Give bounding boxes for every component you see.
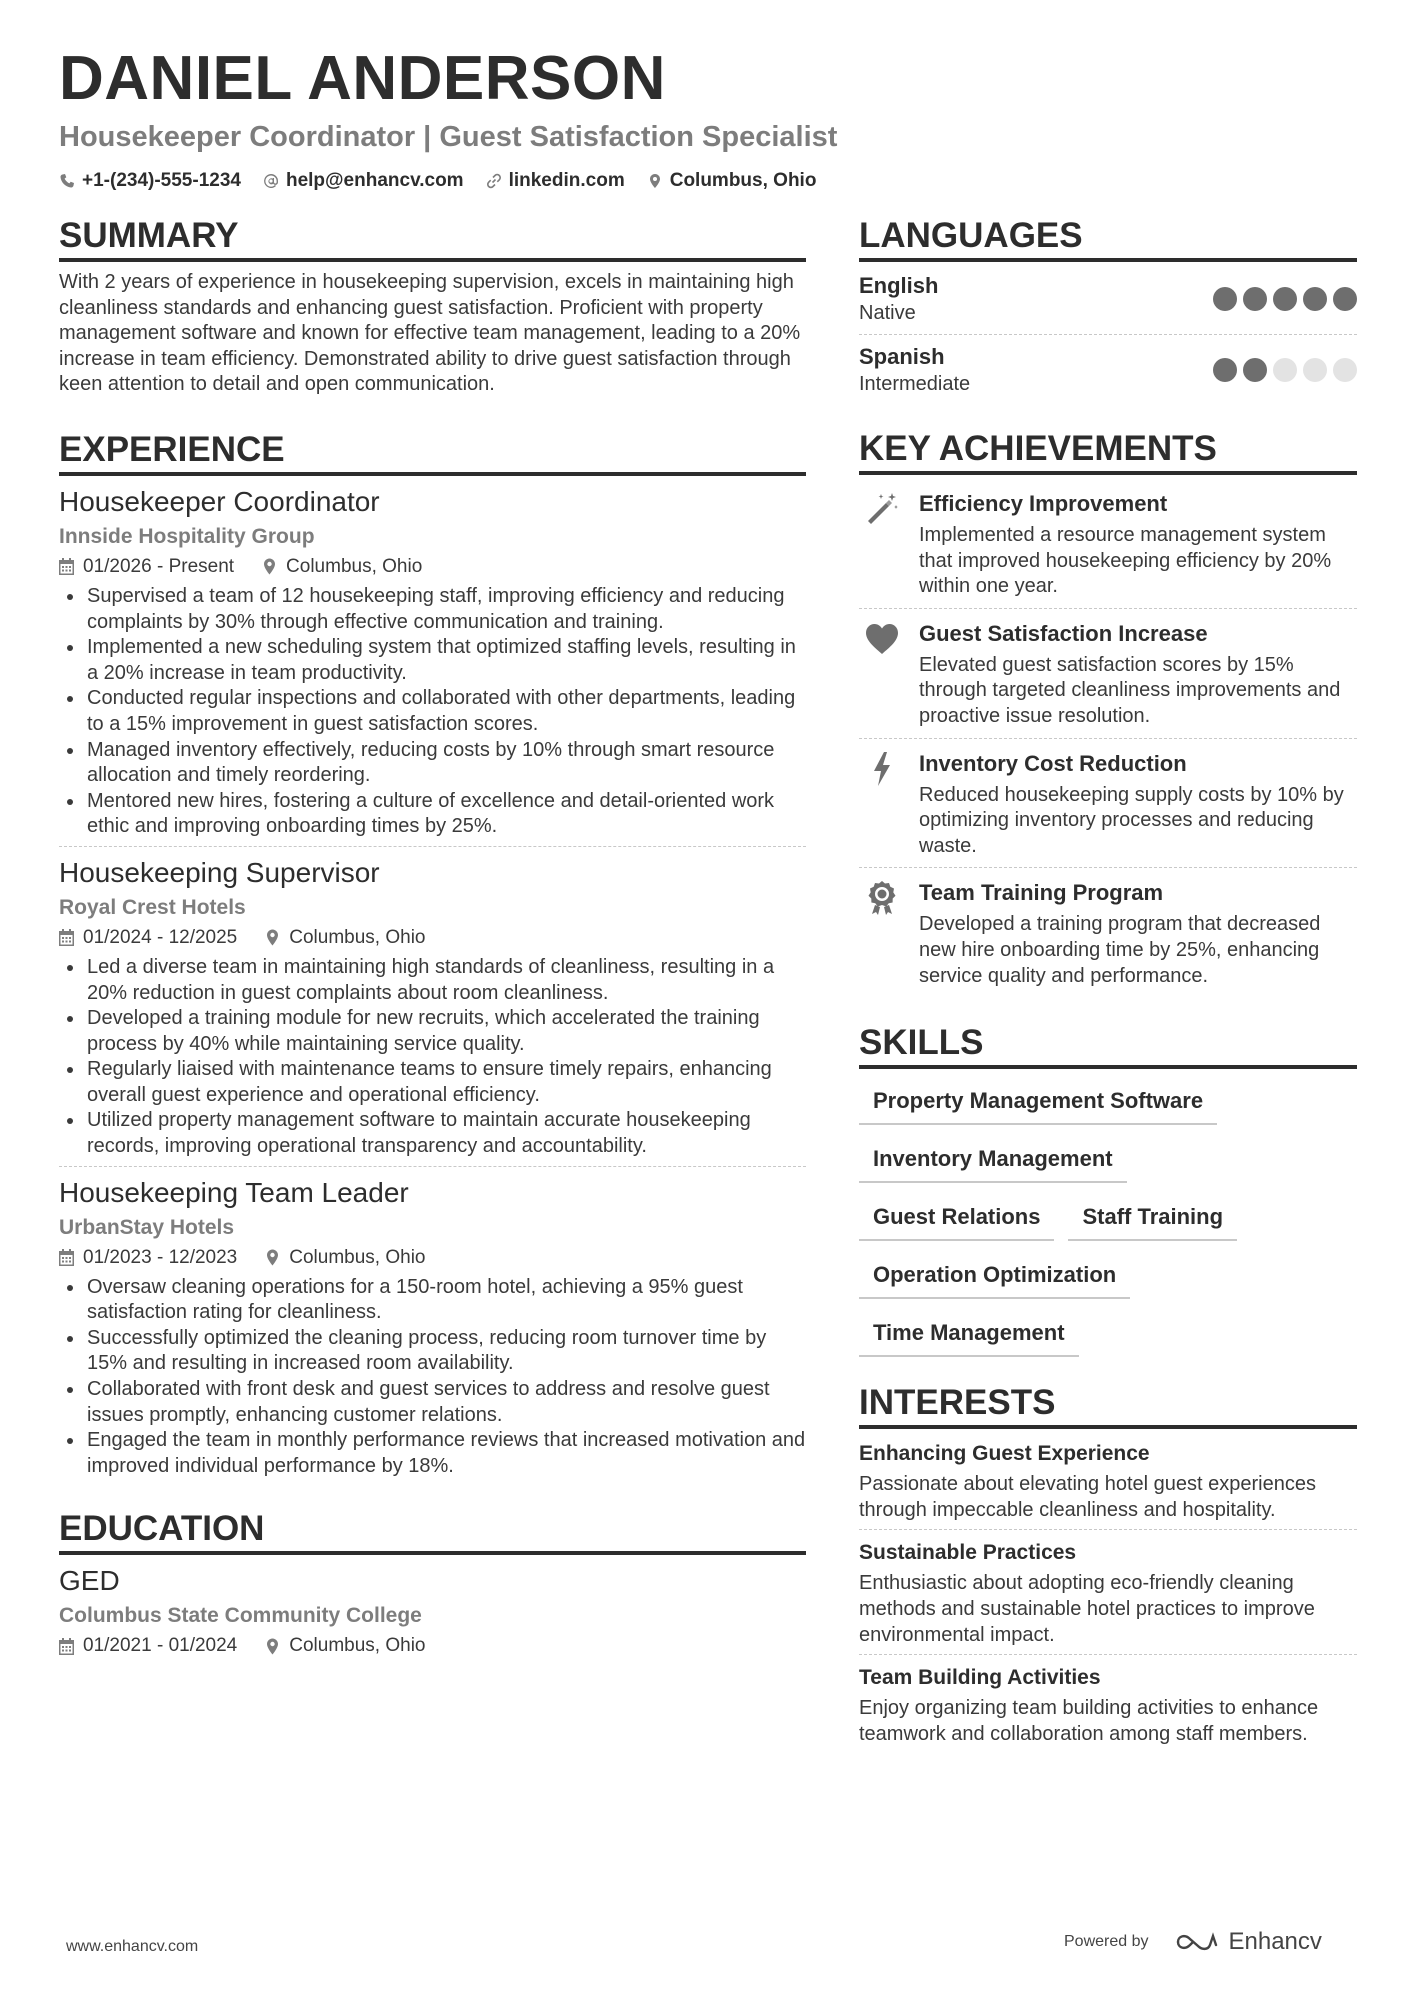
skill-tag: Staff Training xyxy=(1068,1199,1237,1241)
skills-list xyxy=(859,1077,1357,1357)
job-location-text: Columbus, Ohio xyxy=(286,555,423,577)
languages-heading: LANGUAGES xyxy=(859,214,1357,262)
rating-dot xyxy=(1273,287,1297,311)
contact-phone-text: +1-(234)-555-1234 xyxy=(82,170,241,191)
bullet-item: Successfully optimized the cleaning process, reducing room turnover time by 15% and resulting in increased room availability. xyxy=(59,1326,806,1377)
job-dates xyxy=(59,923,237,953)
interests-section xyxy=(859,1381,1357,1753)
bullet-item: Managed inventory effectively, reducing costs by 10% through smart resource allocation and timely reordering. xyxy=(59,738,806,789)
enhancv-logo-icon xyxy=(1175,1930,1221,1954)
achievement-item xyxy=(859,608,1357,738)
education-dates xyxy=(59,1631,237,1661)
contact-location xyxy=(647,170,817,192)
rating-dot xyxy=(1243,287,1267,311)
contact-bar xyxy=(59,170,1359,192)
interest-description: Enthusiastic about adopting eco-friendly cleaning methods and sustainable hotel practices to improve environmental impact. xyxy=(859,1572,1315,1646)
contact-email[interactable] xyxy=(263,170,464,192)
achievements-section xyxy=(859,427,1357,997)
right-column xyxy=(859,214,1357,1753)
contact-email-text: help@enhancv.com xyxy=(285,170,464,191)
location-icon xyxy=(262,558,277,575)
job-dates-text: 01/2026 - Present xyxy=(83,555,235,577)
interest-item xyxy=(859,1654,1357,1753)
interest-title: Team Building Activities xyxy=(859,1666,1101,1690)
company-name: Royal Crest Hotels xyxy=(59,895,246,919)
skills-heading: SKILLS xyxy=(859,1021,1357,1069)
location-icon xyxy=(265,929,280,946)
calendar-icon xyxy=(59,558,74,575)
award-ribbon-icon xyxy=(864,880,900,916)
bullet-item: Developed a training module for new recruits, which accelerated the training process by 40% while maintaining service quality. xyxy=(59,1006,806,1057)
education-section xyxy=(59,1507,806,1661)
job-meta xyxy=(59,552,806,582)
job-bullets xyxy=(59,1275,806,1480)
job-entry xyxy=(59,846,806,1166)
education-dates-text: 01/2021 - 01/2024 xyxy=(83,1635,238,1657)
rating-dot xyxy=(1213,358,1237,382)
contact-phone[interactable] xyxy=(59,170,241,192)
link-icon xyxy=(486,173,502,189)
bullet-item: Collaborated with front desk and guest services to address and resolve guest issues promptly, enhancing customer relations. xyxy=(59,1377,806,1428)
language-name: Spanish xyxy=(859,344,945,369)
job-location xyxy=(265,1243,425,1273)
rating-dot xyxy=(1213,287,1237,311)
bullet-item: Utilized property management software to maintain accurate housekeeping records, improving operational transparency and accountability. xyxy=(59,1108,806,1159)
language-rating xyxy=(1213,287,1357,311)
rating-dot xyxy=(1303,287,1327,311)
job-dates xyxy=(59,1243,237,1273)
job-location xyxy=(265,923,425,953)
rating-dot xyxy=(1243,358,1267,382)
education-location-text: Columbus, Ohio xyxy=(289,1635,426,1657)
rating-dot xyxy=(1333,287,1357,311)
brand-name: Enhancv xyxy=(1228,1928,1322,1955)
phone-icon xyxy=(59,173,75,189)
bullet-item: Mentored new hires, fostering a culture of excellence and detail-oriented work ethic and improving onboarding times by 25%. xyxy=(59,789,806,840)
calendar-icon xyxy=(59,1638,74,1655)
contact-linkedin-text: linkedin.com xyxy=(508,170,625,191)
interest-item xyxy=(859,1437,1357,1529)
interest-title: Enhancing Guest Experience xyxy=(859,1442,1150,1466)
language-item xyxy=(859,334,1357,405)
experience-heading: EXPERIENCE xyxy=(59,428,806,476)
summary-text: With 2 years of experience in housekeeping supervision, excels in maintaining high cleanliness standards and enhancing guest satisfaction. Proficient with property management software and known for effective team management, leading to a 20% increase in team efficiency. Demonstrated ability to drive guest satisfaction through keen attention to detail and open communication. xyxy=(59,271,801,396)
left-column xyxy=(59,214,806,1661)
bullet-item: Supervised a team of 12 housekeeping staff, improving efficiency and reducing complaints by 30% through effective communication and training. xyxy=(59,584,806,635)
experience-section xyxy=(59,428,806,1485)
at-icon xyxy=(263,173,279,189)
contact-location-text: Columbus, Ohio xyxy=(669,170,817,191)
interest-title: Sustainable Practices xyxy=(859,1541,1077,1565)
job-entry xyxy=(59,484,806,846)
achievement-description: Reduced housekeeping supply costs by 10% by optimizing inventory processes and reducing waste. xyxy=(919,783,1344,857)
candidate-title: Housekeeper Coordinator | Guest Satisfaction Specialist xyxy=(59,121,838,153)
interest-description: Enjoy organizing team building activities to enhance teamwork and collaboration among staff members. xyxy=(859,1697,1319,1745)
powered-by-label: Powered by xyxy=(1064,1933,1149,1950)
language-level: Native xyxy=(859,302,916,324)
job-dates-text: 01/2023 - 12/2023 xyxy=(83,1246,238,1268)
calendar-icon xyxy=(59,1249,74,1266)
contact-linkedin[interactable] xyxy=(486,170,625,192)
education-location xyxy=(265,1631,425,1661)
degree: GED xyxy=(59,1565,120,1597)
job-meta xyxy=(59,1243,806,1273)
job-bullets xyxy=(59,955,806,1160)
achievement-title: Guest Satisfaction Increase xyxy=(919,620,1208,646)
bullet-item: Oversaw cleaning operations for a 150-room hotel, achieving a 95% guest satisfaction rating for cleanliness. xyxy=(59,1275,806,1326)
bullet-item: Led a diverse team in maintaining high standards of cleanliness, resulting in a 20% reduction in guest complaints about room cleanliness. xyxy=(59,955,806,1006)
education-meta xyxy=(59,1631,806,1661)
skill-tag: Operation Optimization xyxy=(859,1257,1130,1299)
skill-tag: Time Management xyxy=(859,1315,1079,1357)
achievement-title: Efficiency Improvement xyxy=(919,491,1168,516)
interest-description: Passionate about elevating hotel guest experiences through impeccable cleanliness and hospitality. xyxy=(859,1473,1316,1521)
achievement-title: Inventory Cost Reduction xyxy=(919,750,1187,776)
languages-section xyxy=(859,214,1357,405)
resume-header xyxy=(59,44,1359,192)
school-name: Columbus State Community College xyxy=(59,1604,422,1628)
interests-heading: INTERESTS xyxy=(859,1381,1357,1429)
bullet-item: Engaged the team in monthly performance reviews that increased motivation and improved individual performance by 18%. xyxy=(59,1428,806,1479)
brand-logo[interactable] xyxy=(1175,1928,1322,1956)
rating-dot xyxy=(1303,358,1327,382)
skills-section xyxy=(859,1021,1357,1357)
lightning-icon xyxy=(864,751,900,787)
achievement-description: Implemented a resource management system that improved housekeeping efficiency by 20% within one year. xyxy=(919,524,1332,598)
job-location-text: Columbus, Ohio xyxy=(289,926,426,948)
language-name: English xyxy=(859,273,939,298)
rating-dot xyxy=(1333,358,1357,382)
job-location-text: Columbus, Ohio xyxy=(289,1246,426,1268)
location-icon xyxy=(265,1638,280,1655)
skill-tag: Inventory Management xyxy=(859,1141,1127,1183)
language-rating xyxy=(1213,358,1357,382)
location-icon xyxy=(647,173,663,189)
location-icon xyxy=(265,1249,280,1266)
footer-branding xyxy=(1064,1928,1322,1956)
footer-website[interactable]: www.enhancv.com xyxy=(66,1938,199,1955)
achievement-item xyxy=(859,483,1357,608)
achievement-description: Developed a training program that decreased new hire onboarding time by 25%, enhancing service quality and performance. xyxy=(919,913,1321,987)
magic-wand-icon xyxy=(864,491,900,527)
job-entry xyxy=(59,1166,806,1486)
company-name: Innside Hospitality Group xyxy=(59,524,315,548)
rating-dot xyxy=(1273,358,1297,382)
job-bullets xyxy=(59,584,806,840)
achievement-item xyxy=(859,867,1357,997)
language-level: Intermediate xyxy=(859,373,971,395)
education-heading: EDUCATION xyxy=(59,1507,806,1555)
bullet-item: Implemented a new scheduling system that optimized staffing levels, resulting in a 20% increase in team productivity. xyxy=(59,635,806,686)
job-title: Housekeeper Coordinator xyxy=(59,485,380,517)
job-meta xyxy=(59,923,806,953)
achievements-heading: KEY ACHIEVEMENTS xyxy=(859,427,1357,475)
bullet-item: Regularly liaised with maintenance teams to ensure timely repairs, enhancing overall guest experience and operational efficiency. xyxy=(59,1057,806,1108)
summary-section xyxy=(59,214,806,398)
job-dates-text: 01/2024 - 12/2025 xyxy=(83,926,238,948)
heart-icon xyxy=(864,621,900,657)
achievement-title: Team Training Program xyxy=(919,880,1164,906)
skill-tag: Guest Relations xyxy=(859,1199,1054,1241)
job-dates xyxy=(59,552,234,582)
bullet-item: Conducted regular inspections and collaborated with other departments, leading to a 15% improvement in guest satisfaction scores. xyxy=(59,686,806,737)
job-location xyxy=(262,552,422,582)
interest-item xyxy=(859,1529,1357,1654)
summary-heading: SUMMARY xyxy=(59,214,806,262)
achievement-item xyxy=(859,738,1357,868)
candidate-name: DANIEL ANDERSON xyxy=(59,44,666,113)
company-name: UrbanStay Hotels xyxy=(59,1215,235,1239)
language-item xyxy=(859,270,1357,334)
job-title: Housekeeping Team Leader xyxy=(59,1176,409,1208)
calendar-icon xyxy=(59,929,74,946)
skill-tag: Property Management Software xyxy=(859,1083,1217,1125)
job-title: Housekeeping Supervisor xyxy=(59,856,380,888)
achievement-description: Elevated guest satisfaction scores by 15% through targeted cleanliness improvements and proactive issue resolution. xyxy=(919,653,1341,727)
